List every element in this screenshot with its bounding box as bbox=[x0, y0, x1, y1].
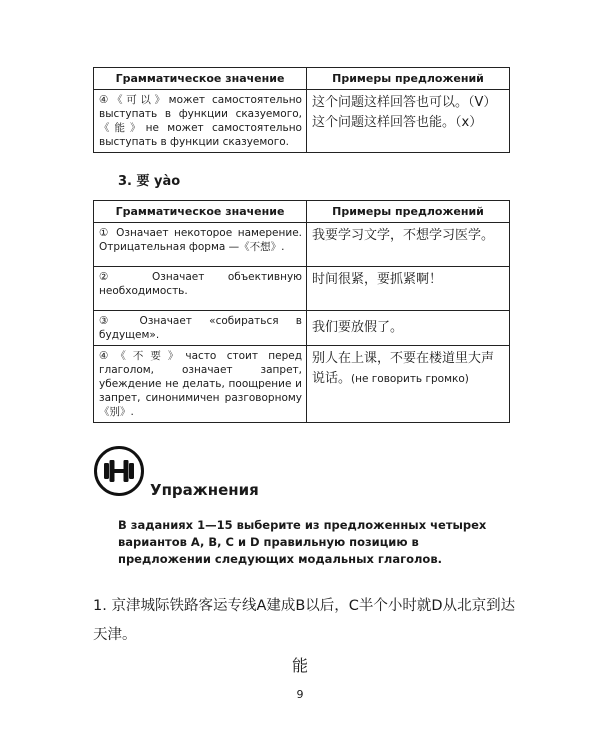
table2-row4-note: (не говорить громко) bbox=[351, 373, 469, 385]
table2-row3-example: 我们要放假了。 bbox=[307, 311, 510, 346]
exercise-instructions: В заданиях 1—15 выберите из предложенных четырех вариантов A, B, C и D правильную позицию в предложении следующих модальных глаголов. bbox=[118, 518, 487, 566]
table2-row4-meaning: ④《不要》часто стоит перед глаголом, означает запрет, убеждение не делать, поощрение и запрет, синонимичен разговорному《别》. bbox=[94, 346, 307, 423]
table2-header-meaning: Грамматическое значение bbox=[94, 201, 307, 223]
question-1-modal-verb: 能 bbox=[291, 656, 308, 675]
table2-row2-example: 时间很紧，要抓紧啊！ bbox=[307, 267, 510, 311]
table2-row4-examples bbox=[307, 346, 510, 423]
question-1: 1. 京津城际铁路客运专线A建成B以后，C半个小时就D从北京到达天津。 bbox=[93, 598, 516, 643]
table1-header-examples: Примеры предложений bbox=[307, 68, 510, 90]
grammar-table-2 bbox=[93, 200, 510, 423]
table-row bbox=[94, 223, 510, 267]
page-number: 9 bbox=[296, 688, 304, 701]
table2-header-examples: Примеры предложений bbox=[307, 201, 510, 223]
table2-row4-example: 别人在上课，不要在楼道里大声说话。 bbox=[312, 351, 495, 386]
table-row bbox=[94, 346, 510, 423]
table1-row1-meaning: ④《可以》может самостоятельно выступать в функции сказуемого,《能》не может самостоятельно выступать в функции сказуемого. bbox=[94, 90, 307, 153]
exercises-title: Упражнения bbox=[150, 481, 259, 499]
table1-header-meaning: Грамматическое значение bbox=[94, 68, 307, 90]
grammar-table-1 bbox=[93, 67, 510, 153]
table2-row1-meaning: ① Означает некоторое намерение. Отрицательная форма —《不想》. bbox=[94, 223, 307, 267]
table1-row1-example2: 这个问题这样回答也能。（x） bbox=[312, 115, 483, 130]
table1-row1-example1: 这个问题这样回答也可以。（V） bbox=[312, 95, 497, 110]
table2-row2-meaning: ② Означает объективную необходимость. bbox=[94, 267, 307, 311]
table1-row1-examples bbox=[307, 90, 510, 153]
dumbbell-icon bbox=[93, 445, 145, 497]
table-row bbox=[94, 311, 510, 346]
section-3-title: 3. 要 yào bbox=[118, 174, 181, 189]
table2-row3-meaning: ③ Означает «собираться в будущем». bbox=[94, 311, 307, 346]
table-row bbox=[94, 267, 510, 311]
table-row bbox=[94, 90, 510, 153]
table2-row1-example: 我要学习文学，不想学习医学。 bbox=[307, 223, 510, 267]
